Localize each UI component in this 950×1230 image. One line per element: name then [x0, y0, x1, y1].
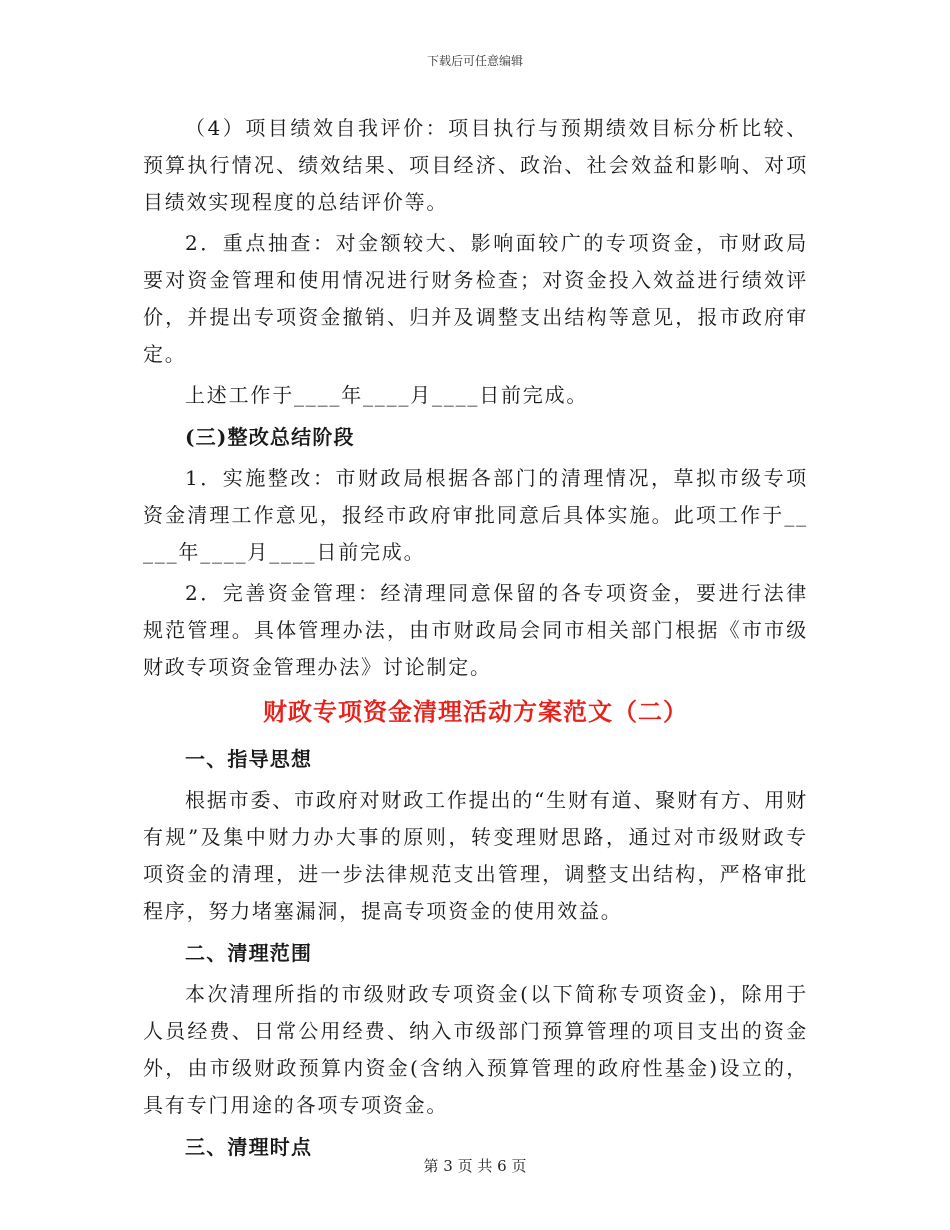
paragraph-guiding-ideology: 根据市委、市政府对财政工作提出的“生财有道、聚财有方、用财有规”及集中财力办大事的原则，转变理财思路，通过对市级财政专项资金的清理，进一步法律规范支出管理，调整支出结构，严格审批程序，努力堵塞漏洞，提高专项资金的使用效益。 — [143, 788, 808, 923]
heading-rectification-stage: (三)整改总结阶段 — [185, 425, 355, 449]
page-header: 下载后可任意编辑 — [426, 54, 523, 68]
paragraph-spot-check: 2．重点抽查：对金额较大、影响面较广的专项资金，市财政局要对资金管理和使用情况进行财务检查；对资金投入效益进行绩效评价，并提出专项资金撤销、归并及调整支出结构等意见，报市政府审定。 — [143, 231, 808, 366]
paragraph-improve-management: 2．完善资金管理：经清理同意保留的各专项资金，要进行法律规范管理。具体管理办法，由市财政局会同市相关部门根据《市市级财政专项资金管理办法》讨论制定。 — [143, 581, 808, 679]
heading-guiding-ideology: 一、指导思想 — [185, 747, 313, 771]
paragraph-self-evaluation: （4）项目绩效自我评价：项目执行与预期绩效目标分析比较、预算执行情况、绩效结果、项目经济、政治、社会效益和影响、对项目绩效实现程度的总结评价等。 — [143, 116, 808, 214]
page-footer: 第 3 页 共 6 页 — [423, 1157, 527, 1175]
heading-cleanup-time: 三、清理时点 — [185, 1135, 313, 1159]
document-title: 财政专项资金清理活动方案范文（二） — [263, 697, 688, 726]
document-body — [143, 110, 808, 1170]
paragraph-implement-rectification: 1．实施整改：市财政局根据各部门的清理情况，草拟市级专项资金清理工作意见，报经市政府审批同意后具体实施。此项工作于_____年____月____日前完成。 — [143, 466, 808, 564]
paragraph-cleanup-scope: 本次清理所指的市级财政专项资金(以下简称专项资金)，除用于人员经费、日常公用经费、纳入市级部门预算管理的项目支出的资金外，由市级财政预算内资金(含纳入预算管理的政府性基金)设立的，具有专门用途的各项专项资金。 — [143, 982, 808, 1117]
paragraph-deadline: 上述工作于____年____月____日前完成。 — [185, 383, 589, 407]
heading-cleanup-scope: 二、清理范围 — [185, 941, 313, 965]
